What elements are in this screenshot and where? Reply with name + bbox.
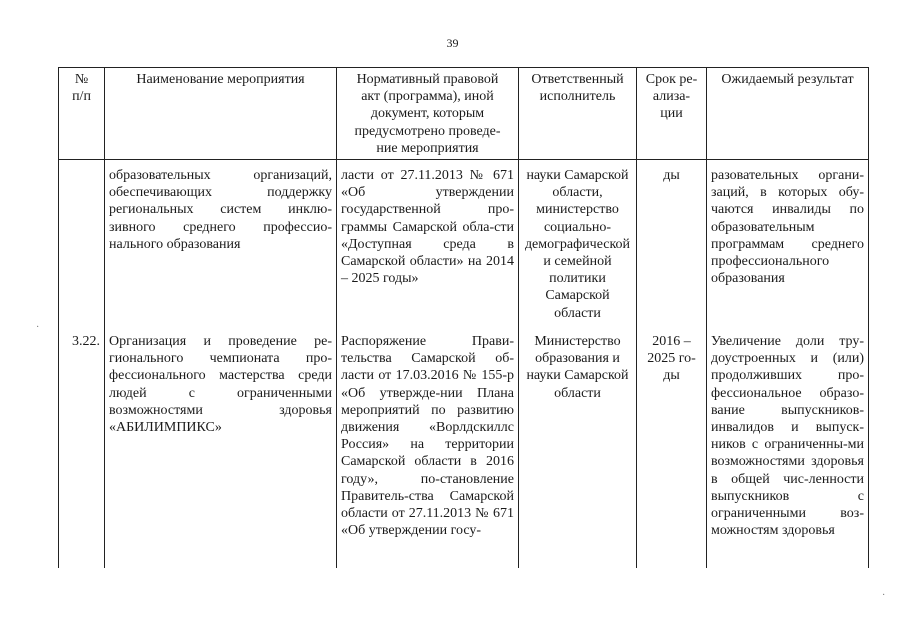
row-measure-name: образовательных организаций, обеспечивающих поддержку региональных систем инклю-зивного среднего профессио-нального образования [105, 160, 337, 323]
row-executor: Министерство образования и науки Самарской области [519, 322, 637, 568]
header-term: Срок ре- ализа- ции [637, 68, 707, 160]
header-legal-act: Нормативный правовой акт (программа), иной документ, которым предусмотрено проведе- ние мероприятия [337, 68, 519, 160]
header-expected-result: Ожидаемый результат [707, 68, 869, 160]
row-expected-result: Увеличение доли тру-доустроенных и (или) продолживших про-фессиональное образо-вание выпускников-инвалидов и выпуск-ников с ограниченны-ми возможностями здоровья в общей чис-ленности выпускников с ограниченными воз-можностям здоровья [707, 322, 869, 568]
row-expected-result: разовательных органи-заций, в которых обу-чаются инвалиды по образовательным программам среднего профессионального образования [707, 160, 869, 323]
row-measure-name: Организация и проведение ре-гионального чемпионата про-фессионального мастерства среди людей с ограниченными возможностями здоровья «АБИЛИМПИКС» [105, 322, 337, 568]
header-executor: Ответственный исполнитель [519, 68, 637, 160]
table-row [59, 322, 869, 568]
row-legal-act: ласти от 27.11.2013 № 671 «Об утверждении государственной про-граммы Самарской обла-сти «Доступная среда в Самарской области» на 2014 – 2025 годы» [337, 160, 519, 323]
row-number: 3.22. [59, 322, 105, 568]
table-header [59, 68, 869, 160]
scan-speck: · [882, 590, 886, 601]
row-legal-act: Распоряжение Прави-тельства Самарской об-ласти от 17.03.2016 № 155-р «Об утвержде-нии Плана мероприятий по развитию движения «Ворлдскиллс Россия» на территории Самарской области в 2016 году», по-становление Правитель-ства Самарской области от 27.11.2013 № 671 «Об утверждении госу- [337, 322, 519, 568]
scan-speck: · [36, 322, 40, 333]
row-executor: науки Самарской области, министерство социально-демографической и семейной политики Самарской области [519, 160, 637, 323]
header-number: № п/п [59, 68, 105, 160]
header-measure-name: Наименование мероприятия [105, 68, 337, 160]
table-row [59, 160, 869, 323]
row-number [59, 160, 105, 323]
row-term: 2016 – 2025 го-ды [637, 322, 707, 568]
row-term: ды [637, 160, 707, 323]
measures-table [58, 67, 869, 568]
page-number: 39 [446, 36, 459, 50]
